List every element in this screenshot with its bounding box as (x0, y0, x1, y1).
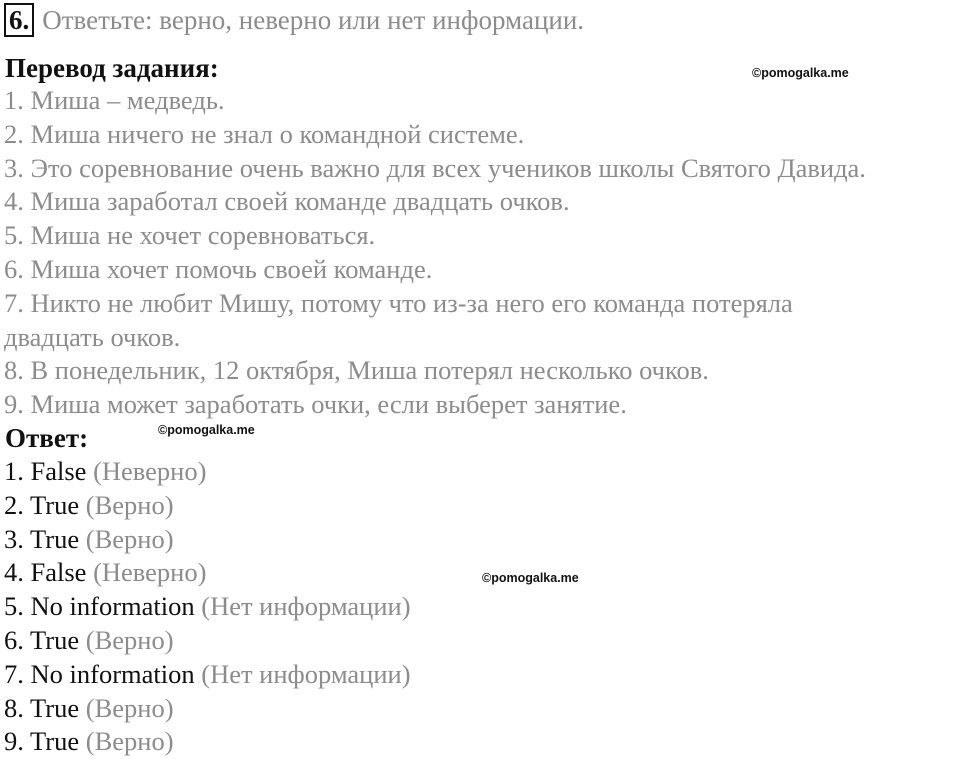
answer-item (4, 658, 411, 692)
task-instruction: Ответьте: верно, неверно или нет информации. (42, 4, 585, 35)
answer-item (4, 523, 411, 557)
answer-item (4, 489, 411, 523)
answer-english: 6. True (4, 624, 80, 655)
watermark: ©pomogalka.me (482, 571, 579, 585)
translation-item: 6. Миша хочет помочь своей команде. (4, 253, 433, 284)
answer-english: 3. True (4, 523, 80, 554)
answer-list (4, 455, 411, 759)
answer-russian: (Верно) (85, 489, 174, 520)
answer-russian: (Неверно) (93, 456, 207, 486)
answer-russian: (Верно) (85, 726, 174, 757)
translation-item: 1. Миша – медведь. (4, 85, 225, 115)
translation-item: 7. Никто не любит Мишу, потому что из-за него его команда потеряла (4, 287, 793, 318)
watermark: ©pomogalka.me (752, 66, 849, 80)
translation-item: 2. Миша ничего не знал о командной системе. (4, 118, 525, 149)
answer-russian: (Нет информации) (201, 658, 411, 689)
answer-english: 8. True (4, 692, 80, 723)
task-header (4, 2, 584, 38)
answer-item (4, 692, 411, 726)
translation-list (4, 84, 866, 422)
answer-item (4, 455, 411, 489)
answer-russian: (Неверно) (93, 557, 207, 588)
answer-english: 1. False (4, 456, 87, 486)
task-number-box: 6. (4, 3, 34, 37)
answer-english: 4. False (4, 557, 87, 588)
answer-item (4, 624, 411, 658)
answer-russian: (Верно) (85, 692, 174, 723)
translation-item: 3. Это соревнование очень важно для всех учеников школы Святого Давида. (4, 152, 866, 183)
answer-item (4, 725, 411, 759)
translation-item: 8. В понедельник, 12 октября, Миша потерял несколько очков. (4, 355, 709, 386)
answer-english: 7. No information (4, 658, 195, 689)
answer-english: 5. No information (4, 591, 195, 622)
translation-item: 5. Миша не хочет соревноваться. (4, 220, 376, 251)
answer-item (4, 556, 411, 590)
answer-english: 9. True (4, 726, 80, 757)
answer-russian: (Нет информации) (201, 591, 411, 622)
answer-english: 2. True (4, 489, 80, 520)
translation-item-continuation: двадцать очков. (4, 321, 181, 352)
answer-russian: (Верно) (85, 624, 174, 655)
translation-item: 9. Миша может заработать очки, если выберет занятие. (4, 389, 627, 420)
answer-item (4, 590, 411, 624)
answer-russian: (Верно) (85, 523, 174, 554)
answer-heading: Ответ: (5, 423, 89, 453)
watermark: ©pomogalka.me (158, 423, 255, 437)
translation-item: 4. Миша заработал своей команде двадцать очков. (4, 186, 570, 217)
translation-heading: Перевод задания: (5, 53, 219, 83)
